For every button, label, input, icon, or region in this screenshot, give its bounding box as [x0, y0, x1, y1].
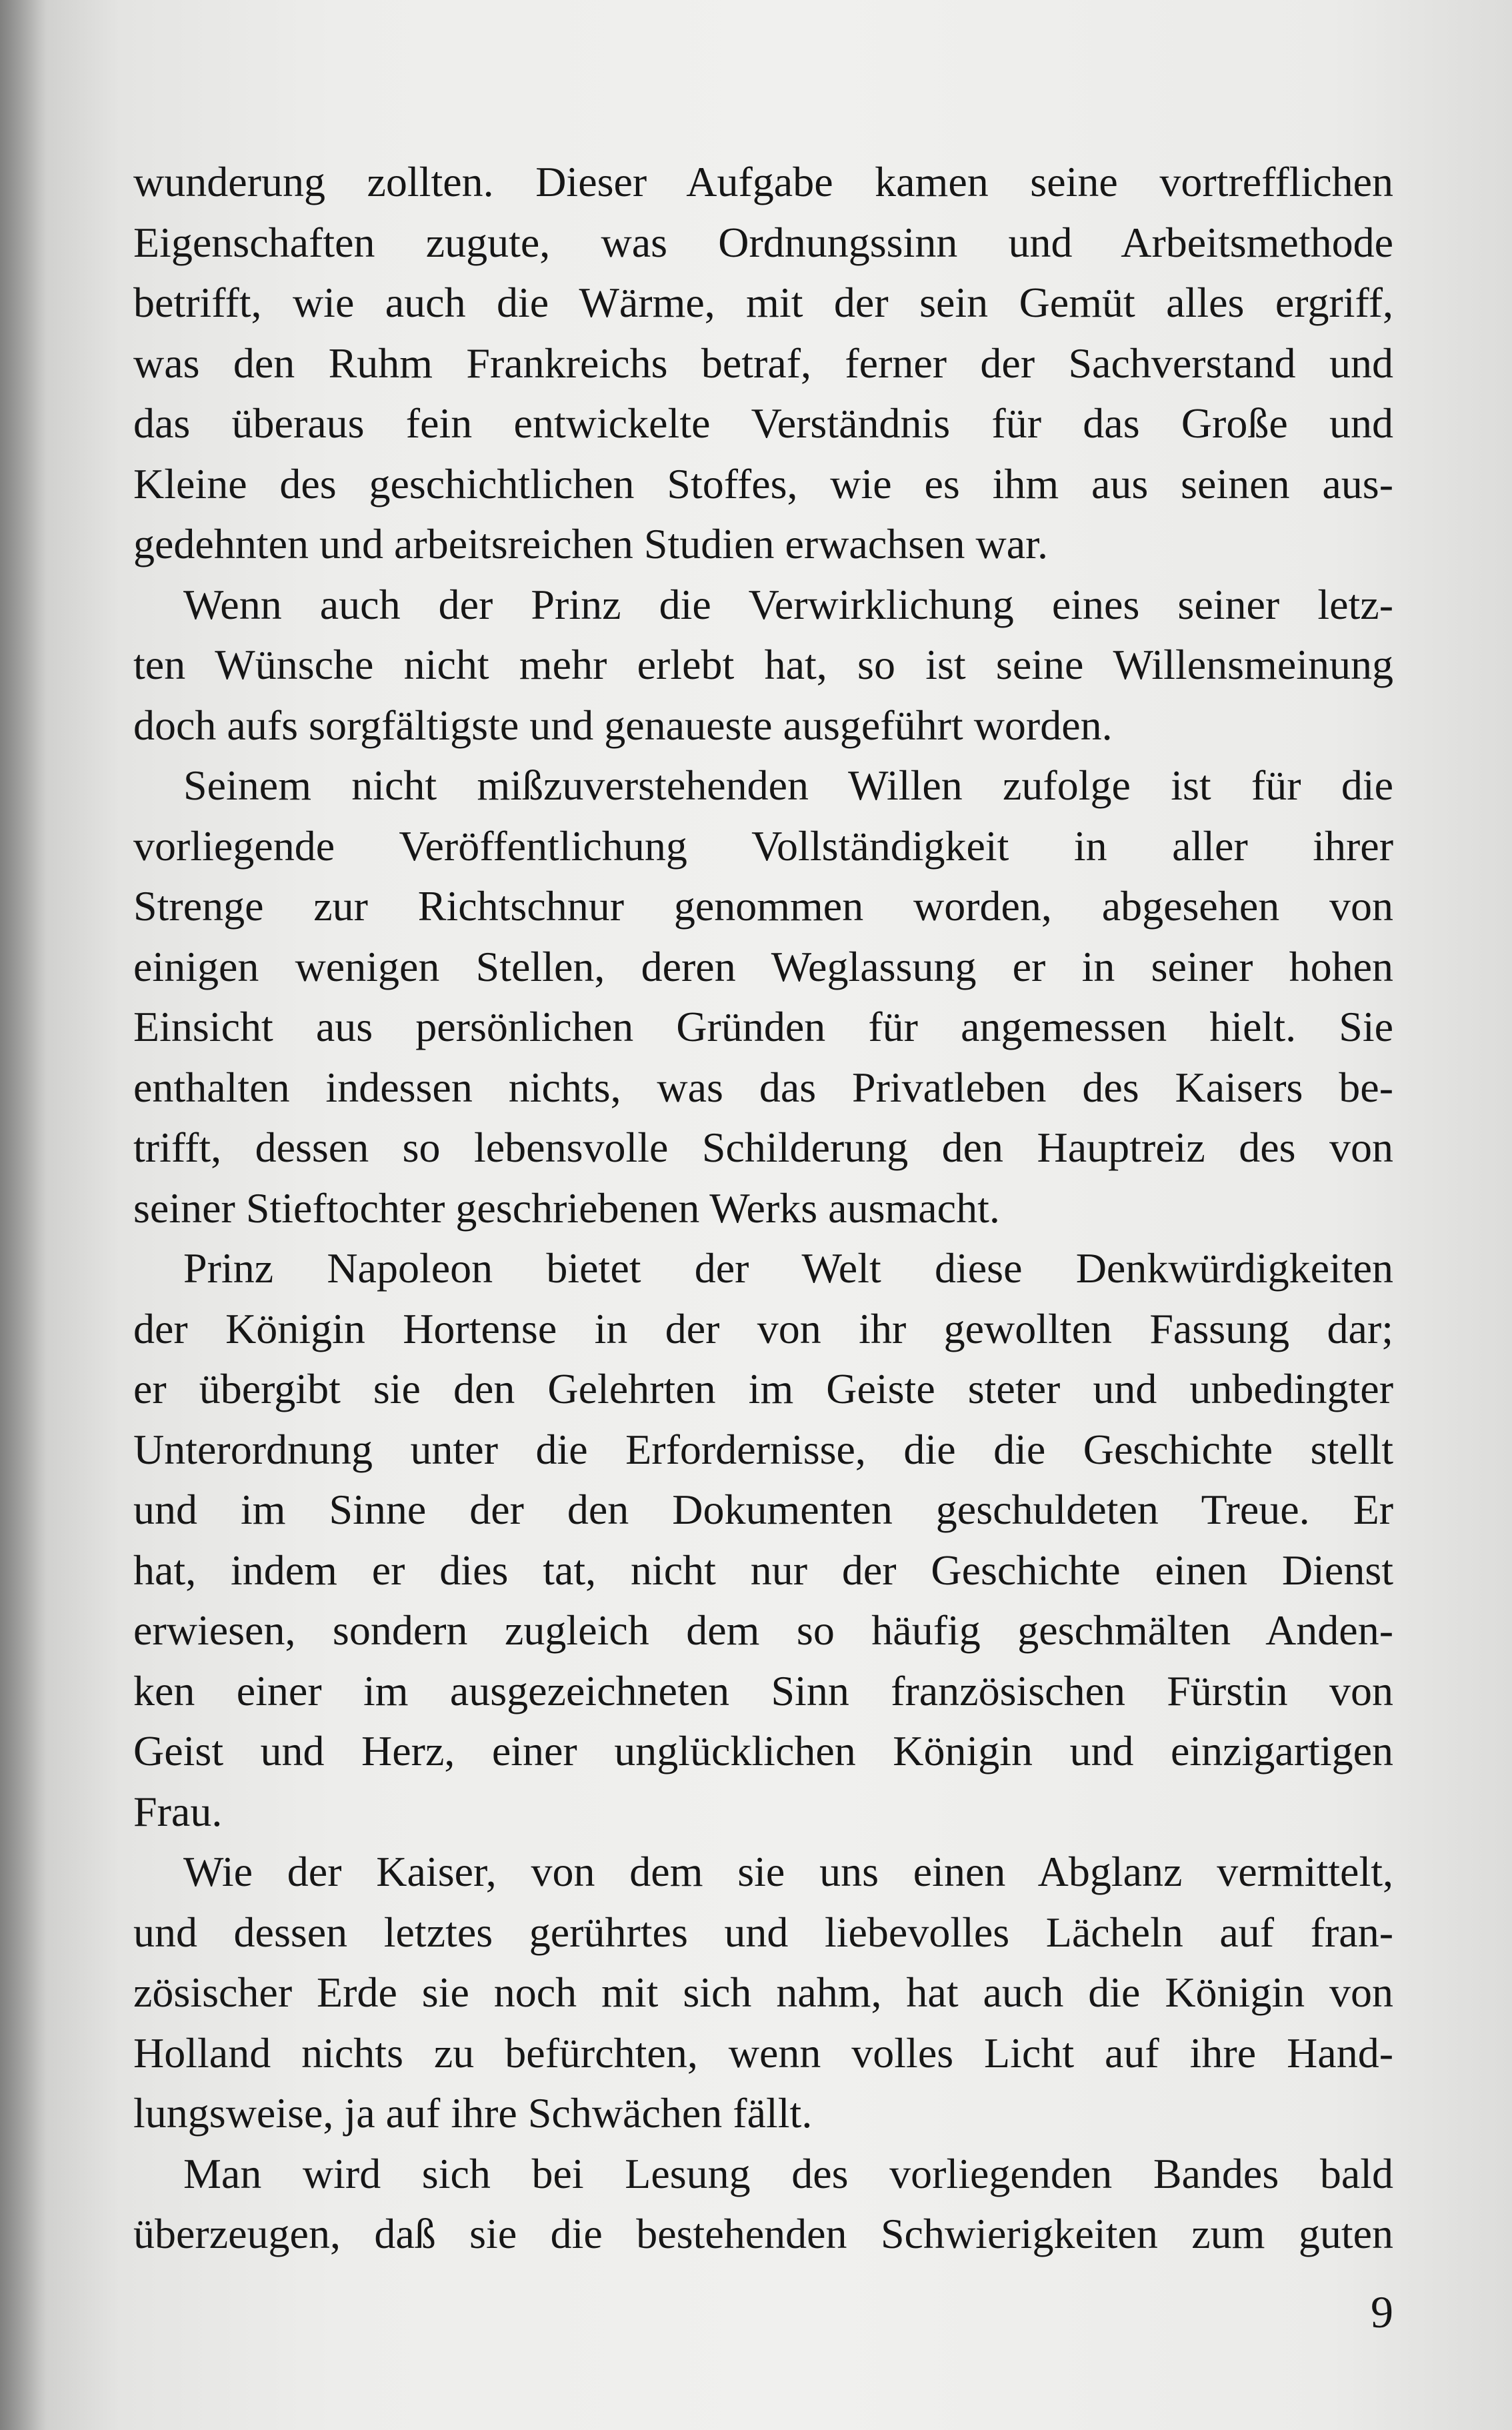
paragraph: [133, 152, 1393, 575]
paragraph: [133, 1842, 1393, 2144]
paragraph: [133, 756, 1393, 1238]
body-text: [133, 152, 1393, 2265]
text-line: hat, indem er dies tat, nicht nur der Geschichte einen Dienst: [133, 1546, 1393, 1594]
text-line: Wie der Kaiser, von dem sie uns einen Abglanz vermittelt,: [183, 1848, 1393, 1895]
paragraph: [133, 2144, 1393, 2265]
text-line: ken einer im ausgezeichneten Sinn französischen Fürstin von: [133, 1666, 1393, 1714]
text-line: ten Wünsche nicht mehr erlebt hat, so ist seine Willensmeinung: [133, 641, 1393, 688]
text-line: seiner Stieftochter geschriebenen Werks ausmacht.: [133, 1184, 1000, 1232]
text-line: wunderung zollten. Dieser Aufgabe kamen seine vortrefflichen: [133, 158, 1393, 205]
text-line: zösischer Erde sie noch mit sich nahm, hat auch die Königin von: [133, 1969, 1393, 2016]
text-line: Prinz Napoleon bietet der Welt diese Denkwürdigkeiten: [183, 1244, 1393, 1292]
binding-shadow: [0, 0, 47, 2430]
text-line: und im Sinne der den Dokumenten geschuldeten Treue. Er: [133, 1486, 1393, 1533]
text-line: Einsicht aus persönlichen Gründen für angemessen hielt. Sie: [133, 1003, 1393, 1050]
text-line: Strenge zur Richtschnur genommen worden, abgesehen von: [133, 882, 1393, 930]
text-line: Unterordnung unter die Erfordernisse, die die Geschichte stellt: [133, 1425, 1393, 1473]
text-line: er übergibt sie den Gelehrten im Geiste steter und unbedingter: [133, 1365, 1393, 1412]
text-line: enthalten indessen nichts, was das Privatleben des Kaisers be-: [133, 1063, 1393, 1111]
text-line: Wenn auch der Prinz die Verwirklichung eines seiner letz-: [183, 580, 1393, 628]
text-line: und dessen letztes gerührtes und liebevolles Lächeln auf fran-: [133, 1908, 1393, 1956]
text-line: lungsweise, ja auf ihre Schwächen fällt.: [133, 2089, 813, 2137]
text-line: der Königin Hortense in der von ihr gewollten Fassung dar;: [133, 1304, 1393, 1352]
text-line: einigen wenigen Stellen, deren Weglassung er in seiner hohen: [133, 942, 1393, 990]
text-line: Man wird sich bei Lesung des vorliegenden Bandes bald: [183, 2149, 1393, 2197]
text-line: Frau.: [133, 1787, 223, 1835]
text-line: Eigenschaften zugute, was Ordnungssinn und Arbeitsmethode: [133, 218, 1393, 266]
text-line: trifft, dessen so lebensvolle Schilderung den Hauptreiz des von: [133, 1124, 1393, 1171]
text-line: vorliegende Veröffentlichung Vollständigkeit in aller ihrer: [133, 822, 1393, 870]
text-line: gedehnten und arbeitsreichen Studien erwachsen war.: [133, 520, 1048, 567]
text-line: was den Ruhm Frankreichs betraf, ferner der Sachverstand und: [133, 339, 1393, 387]
text-line: Seinem nicht mißzuverstehenden Willen zufolge ist für die: [183, 762, 1393, 809]
text-line: Holland nichts zu befürchten, wenn volles Licht auf ihre Hand-: [133, 2029, 1393, 2077]
text-line: betrifft, wie auch die Wärme, mit der sein Gemüt alles ergriff,: [133, 279, 1393, 326]
text-line: erwiesen, sondern zugleich dem so häufig geschmälten Anden-: [133, 1606, 1393, 1654]
text-line: überzeugen, daß sie die bestehenden Schwierigkeiten zum guten: [133, 2210, 1393, 2257]
text-line: doch aufs sorgfältigste und genaueste ausgeführt worden.: [133, 701, 1113, 749]
page-number: 9: [1371, 2287, 1393, 2337]
text-line: Geist und Herz, einer unglücklichen Königin und einzigartigen: [133, 1727, 1393, 1774]
text-line: das überaus fein entwickelte Verständnis für das Große und: [133, 399, 1393, 447]
paragraph: [133, 575, 1393, 756]
paragraph: [133, 1238, 1393, 1842]
text-line: Kleine des geschichtlichen Stoffes, wie es ihm aus seinen aus-: [133, 459, 1393, 507]
